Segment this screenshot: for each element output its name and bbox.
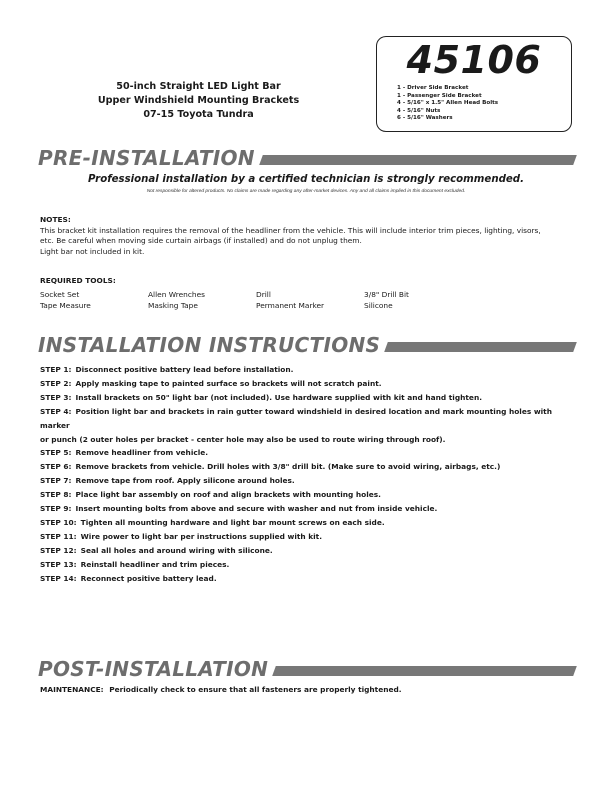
tool-item: Tape Measure xyxy=(40,301,91,311)
tool-item: 3/8" Drill Bit xyxy=(364,290,409,299)
section-divider-bar xyxy=(384,342,576,352)
pre-installation-heading xyxy=(38,146,575,170)
title-line: Upper Windshield Mounting Brackets xyxy=(97,95,300,106)
step-text: Seal all holes and around wiring with silicone. xyxy=(80,545,273,555)
part-number-box xyxy=(376,36,572,132)
notes-heading: NOTES: xyxy=(40,215,71,224)
maintenance-note xyxy=(40,685,402,694)
step-item xyxy=(40,516,580,530)
notes-line: This bracket kit installation requires the removal of the headliner from the vehicle. This will include interior trim pieces, lighting, visors, xyxy=(40,225,541,235)
step-item xyxy=(40,488,580,502)
kit-contents xyxy=(397,85,498,123)
section-title: INSTALLATION INSTRUCTIONS xyxy=(38,333,381,357)
tool-item: Silicone xyxy=(364,301,393,311)
tool-item: Permanent Marker xyxy=(256,301,325,311)
step-item xyxy=(40,377,580,391)
step-item xyxy=(40,405,580,447)
maintenance-label: MAINTENANCE: xyxy=(40,685,104,694)
step-text: Reinstall headliner and trim pieces. xyxy=(80,559,230,569)
section-divider-bar xyxy=(272,666,576,676)
kit-item: 1 - Passenger Side Bracket xyxy=(397,92,482,99)
maintenance-text: Periodically check to ensure that all fasteners are properly tightened. xyxy=(109,685,402,694)
step-label: STEP 14: xyxy=(40,573,77,583)
required-tools xyxy=(40,289,472,311)
step-text: Reconnect positive battery lead. xyxy=(80,573,217,583)
step-label: STEP 3: xyxy=(40,392,72,402)
step-item xyxy=(40,460,580,474)
title-line: 07-15 Toyota Tundra xyxy=(143,109,254,120)
section-divider-bar xyxy=(259,155,577,165)
step-text: Insert mounting bolts from above and secure with washer and nut from inside vehicle. xyxy=(75,504,438,514)
step-text: Remove headliner from vehicle. xyxy=(75,448,209,458)
step-item xyxy=(40,391,580,405)
step-text: Remove brackets from vehicle. Drill holes with 3/8" drill bit. (Make sure to avoid wiring, airbags, etc.) xyxy=(75,462,501,472)
title-line: 50-inch Straight LED Light Bar xyxy=(116,81,281,92)
step-label: STEP 9: xyxy=(40,504,72,514)
section-title: PRE-INSTALLATION xyxy=(38,146,255,170)
step-label: STEP 5: xyxy=(40,448,72,458)
step-item xyxy=(40,558,580,572)
tools-heading: REQUIRED TOOLS: xyxy=(40,276,116,285)
tools-row xyxy=(40,300,472,311)
installation-heading xyxy=(38,333,575,357)
kit-item: 4 - 5/16" Nuts xyxy=(397,107,441,114)
step-text: Disconnect positive battery lead before installation. xyxy=(75,365,294,374)
step-text-continued: or punch (2 outer holes per bracket - center hole may also be used to route wiring through roof). xyxy=(40,434,446,444)
step-text: Remove tape from roof. Apply silicone around holes. xyxy=(75,476,295,486)
step-label: STEP 13: xyxy=(40,559,77,569)
step-label: STEP 1: xyxy=(40,365,72,374)
tools-row xyxy=(40,289,472,300)
notes-line: Light bar not included in kit. xyxy=(40,246,145,256)
document-title xyxy=(96,80,301,122)
step-item xyxy=(40,446,580,460)
kit-item: 1 - Driver Side Bracket xyxy=(397,85,469,91)
tools-heading-wrap xyxy=(40,276,575,287)
step-text: Apply masking tape to painted surface so brackets will not scratch paint. xyxy=(75,378,382,388)
step-text: Install brackets on 50" light bar (not included). Use hardware supplied with kit and hand tighten. xyxy=(75,392,483,402)
part-number: 45106 xyxy=(406,38,542,82)
step-label: STEP 10: xyxy=(40,517,77,527)
step-label: STEP 8: xyxy=(40,490,72,500)
step-label: STEP 2: xyxy=(40,378,72,388)
notes xyxy=(40,215,575,257)
step-text: Place light bar assembly on roof and align brackets with mounting holes. xyxy=(75,490,381,500)
tool-item: Allen Wrenches xyxy=(148,290,205,299)
notes-line: etc. Be careful when moving side curtain airbags (if installed) and do not unplug them. xyxy=(40,236,362,246)
step-label: STEP 7: xyxy=(40,476,72,486)
step-label: STEP 11: xyxy=(40,531,77,541)
step-text: Wire power to light bar per instructions supplied with kit. xyxy=(80,531,323,541)
step-item xyxy=(40,363,580,377)
tool-item: Socket Set xyxy=(40,290,80,299)
step-label: STEP 6: xyxy=(40,462,72,472)
step-item xyxy=(40,544,580,558)
tool-item: Masking Tape xyxy=(148,301,198,311)
step-text: Position light bar and brackets in rain gutter toward windshield in desired location and mark mounting holes with marker xyxy=(40,406,552,430)
step-item xyxy=(40,502,580,516)
step-text: Tighten all mounting hardware and light bar mount screws on each side. xyxy=(80,517,385,527)
post-installation-heading xyxy=(38,657,575,681)
kit-item: 6 - 5/16" Washers xyxy=(397,115,453,121)
disclaimer: Not responsible for altered products. No claims are made regarding any after-market devices. Any and all claims implied in this document excluded. xyxy=(146,189,466,194)
step-item xyxy=(40,530,580,544)
section-title: POST-INSTALLATION xyxy=(38,657,269,681)
tool-item: Drill xyxy=(256,290,271,299)
kit-item: 4 - 5/16" x 1.5" Allen Head Bolts xyxy=(397,100,499,106)
step-item xyxy=(40,572,580,586)
step-label: STEP 4: xyxy=(40,406,72,416)
installation-steps xyxy=(40,363,580,586)
step-label: STEP 12: xyxy=(40,545,77,555)
professional-install-note: Professional installation by a certified technician is strongly recommended. xyxy=(88,174,524,185)
step-item xyxy=(40,474,580,488)
